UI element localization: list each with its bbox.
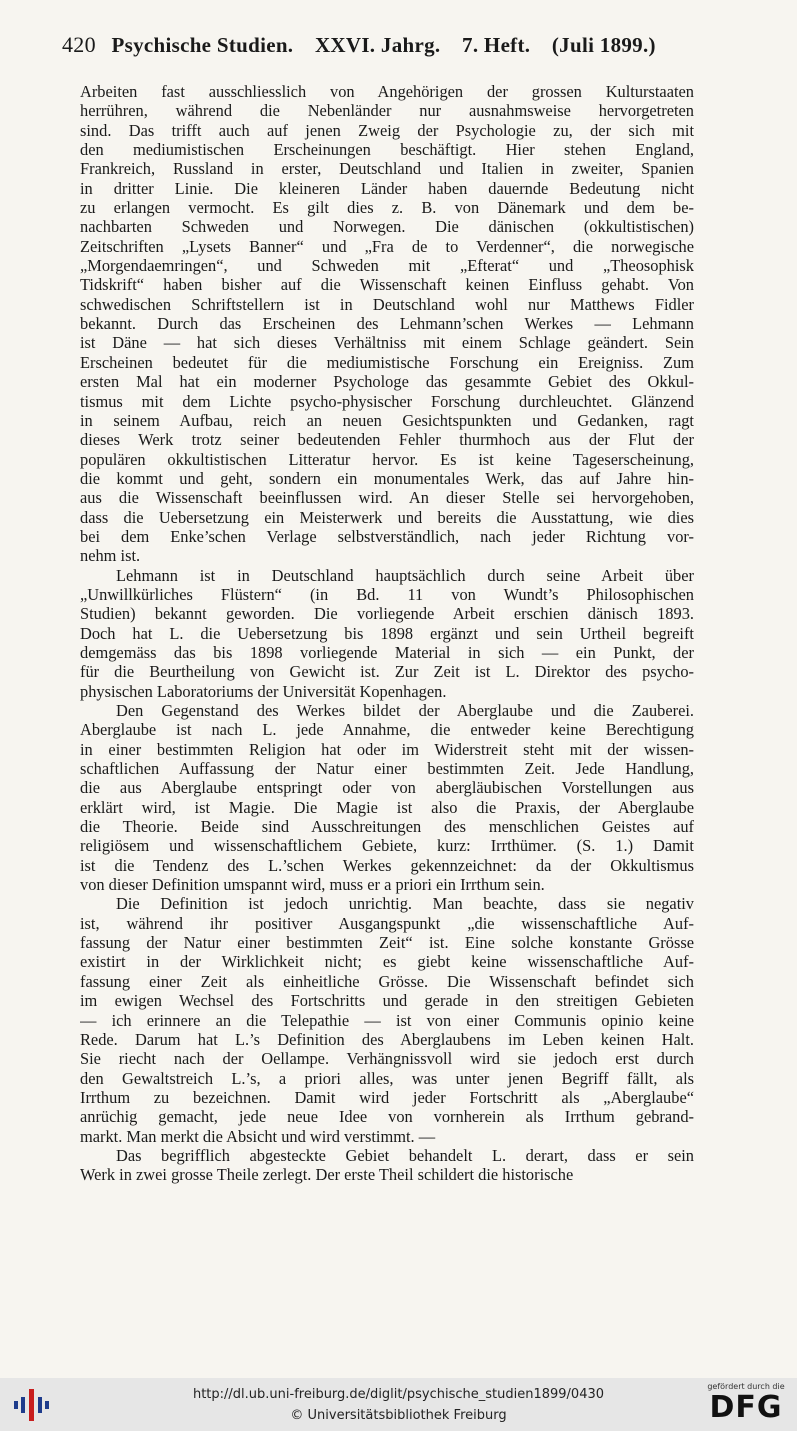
text-line: die Theorie. Beide sind Ausschreitungen des menschlichen Geistes auf [80, 817, 694, 837]
text-line: schaftlichen Auffassung der Natur einer bestimmten Zeit. Jede Handlung, [80, 759, 694, 779]
text-line: herrühren, während die Nebenländer nur ausnahmsweise hervorgetreten [80, 101, 694, 121]
text-line: populären okkultistischen Litteratur hervor. Es ist keine Tageserscheinung, [80, 449, 694, 469]
text-line: fassung einer Zeit als einheitliche Grösse. Die Wissenschaft befindet sich [80, 971, 694, 991]
text-line: Werk in zwei grosse Theile zerlegt. Der erste Theil schildert die historische [80, 1165, 574, 1185]
text-line: dass die Uebersetzung ein Meisterwerk und bereits die Ausstattung, wie dies [80, 507, 694, 527]
paragraph [80, 894, 694, 1145]
text-line: zu erlangen vermocht. Es gilt dies z. B. von Dänemark und dem be- [80, 198, 694, 218]
text-line: nachbarten Schweden und Norwegen. Die dänischen (okkultistischen) [80, 217, 694, 237]
text-line: ersten Mal hat ein moderner Psychologe das gesammte Gebiet des Okkul- [80, 372, 694, 392]
text-line: den mediumistischen Erscheinungen beschäftigt. Hier stehen England, [80, 140, 694, 160]
text-line: existirt in der Wirklichkeit nicht; es giebt keine wissenschaftliche Auf- [80, 952, 694, 972]
page-number: 420 [62, 32, 96, 57]
text-line: tismus mit dem Lichte psycho-physischer Forschung durchleuchtet. Glänzend [80, 391, 694, 411]
text-line: physischen Laboratoriums der Universität Kopenhagen. [80, 681, 447, 701]
text-line: Studien) bekannt geworden. Die vorliegende Arbeit erschien dänisch 1893. [80, 604, 694, 624]
text-line: ist, während ihr positiver Ausgangspunkt „die wissenschaftliche Auf- [80, 913, 694, 933]
text-line: Rede. Darum hat L.’s Definition des Aberglaubens im Leben keinen Halt. [80, 1029, 694, 1049]
paragraph [80, 566, 694, 701]
text-line: Die Definition ist jedoch unrichtig. Man beachte, dass sie negativ [116, 894, 694, 914]
text-line: in dritter Linie. Die kleineren Länder haben dauernde Bedeutung nicht [80, 178, 694, 198]
document-url[interactable]: http://dl.ub.uni-freiburg.de/diglit/psychische_studien1899/0430 [192, 1387, 605, 1402]
text-line: „Unwillkürliches Flüstern“ (in Bd. 11 von Wundt’s Philosophischen [80, 584, 694, 604]
text-line: erklärt wird, ist Magie. Die Magie ist also die Praxis, der Aberglaube [80, 797, 694, 817]
text-line: Arbeiten fast ausschliesslich von Angehörigen der grossen Kulturstaaten [80, 82, 694, 101]
text-line: markt. Man merkt die Absicht und wird verstimmt. — [80, 1126, 436, 1146]
text-line: nehm ist. [80, 546, 141, 566]
text-line: bei dem Enke’schen Verlage selbstverständlich, nach jeder Richtung vor- [80, 526, 694, 546]
text-line: sind. Das trifft auch auf jenen Zweig der Psychologie zu, der sich mit [80, 120, 694, 140]
journal-issue: 7. Heft. [462, 33, 531, 57]
journal-volume: XXVI. Jahrg. [314, 33, 441, 57]
running-header [62, 32, 742, 58]
dfg-logo [700, 1382, 792, 1428]
text-line: — ich erinnere an die Telepathie — ist von einer Communis opinio keine [80, 1010, 694, 1030]
text-line: Zeitschriften „Lysets Banner“ und „Fra de to Verdenner“, die norwegische [80, 236, 694, 256]
text-line: Das begrifflich abgesteckte Gebiet behandelt L. derart, dass er sein [116, 1145, 694, 1165]
text-line: aus die Wissenschaft beeinflussen wird. An dieser Stelle sei hervorgehoben, [80, 488, 694, 508]
viewer-footer [0, 1378, 797, 1431]
text-line: anrüchig gemacht, jede neue Idee von vornherein als Irrthum gebrand- [80, 1107, 694, 1127]
text-line: Frankreich, Russland in erster, Deutschland und Italien in zweiter, Spanien [80, 159, 694, 179]
text-line: schwedischen Schriftstellern ist in Deutschland wohl nur Matthews Fidler [80, 294, 694, 314]
text-line: demgemäss das bis 1898 vorliegende Material in sich — ein Punkt, der [80, 642, 694, 662]
text-line: Tidskrift“ haben bisher auf die Wissenschaft keinen Einfluss gehabt. Von [80, 275, 694, 295]
text-line: ist Däne — hat sich dieses Verhältniss mit einem Schlage geändert. Sein [80, 333, 694, 353]
text-line: Irrthum zu bezeichnen. Damit wird jeder Fortschritt als „Aberglaube“ [80, 1087, 694, 1107]
text-line: Erscheinen bedeutet für die mediumistische Forschung ein Ereigniss. Zum [80, 352, 694, 372]
text-line: ist die Tendenz des L.’schen Werkes gekennzeichnet: da der Okkultismus [80, 855, 694, 875]
body-text [80, 82, 694, 1185]
text-line: den Gewaltstreich L.’s, a priori alles, was unter jenen Begriff fällt, als [80, 1068, 694, 1088]
text-line: „Morgendaemringen“, und Schweden mit „Efterat“ und „Theosophisk [80, 256, 694, 276]
funder-caption: gefördert durch die [707, 1382, 785, 1391]
text-line: bekannt. Durch das Erscheinen des Lehmann’schen Werkes — Lehmann [80, 314, 694, 334]
text-line: für die Beurtheilung von Gewicht ist. Zur Zeit ist L. Direktor des psycho- [80, 662, 694, 682]
text-line: Aberglaube ist nach L. jede Annahme, die entweder keine Berechtigung [80, 720, 694, 740]
journal-title: Psychische Studien. [111, 33, 294, 57]
journal-date: (Juli 1899.) [551, 33, 656, 57]
text-line: Den Gegenstand des Werkes bildet der Aberglaube und die Zauberei. [116, 701, 694, 720]
text-line: Doch hat L. die Uebersetzung bis 1898 ergänzt und sein Urtheil begreift [80, 623, 694, 643]
text-line: die kommt und geht, sondern ein monumentales Werk, das auf Jahre hin- [80, 468, 694, 488]
text-line: dieses Werk trotz seiner bedeutenden Fehler thurmhoch aus der Flut der [80, 430, 694, 450]
text-line: Lehmann ist in Deutschland hauptsächlich durch seine Arbeit über [116, 565, 694, 585]
paragraph [80, 82, 694, 566]
paragraph [80, 701, 694, 894]
text-line: im ewigen Wechsel des Fortschritts und gerade in den streitigen Gebieten [80, 991, 694, 1011]
paragraph [80, 1146, 694, 1185]
text-line: fassung der Natur einer bestimmten Zeit“ ist. Eine solche konstante Grösse [80, 933, 694, 953]
text-line: religiösem und wissenschaftlichem Gebiete, kurz: Irrthümer. (S. 1.) Damit [80, 836, 694, 856]
text-line: in seinem Aufbau, reich an neuen Gesichtspunkten und Gedanken, ragt [80, 410, 694, 430]
dfg-logo-text: DFG [709, 1390, 783, 1425]
text-line: von dieser Definition umspannt wird, muss er a priori ein Irrthum sein. [80, 875, 545, 895]
text-line: die aus Aberglaube entspringt oder von abergläubischen Vorstellungen aus [80, 778, 694, 798]
copyright-notice: © Universitätsbibliothek Freiburg [290, 1408, 507, 1423]
text-line: Sie riecht nach der Oellampe. Verhängnissvoll wird sie jedoch erst durch [80, 1049, 694, 1069]
text-line: in einer bestimmten Religion hat oder im Widerstreit steht mit der wissen- [80, 739, 694, 759]
